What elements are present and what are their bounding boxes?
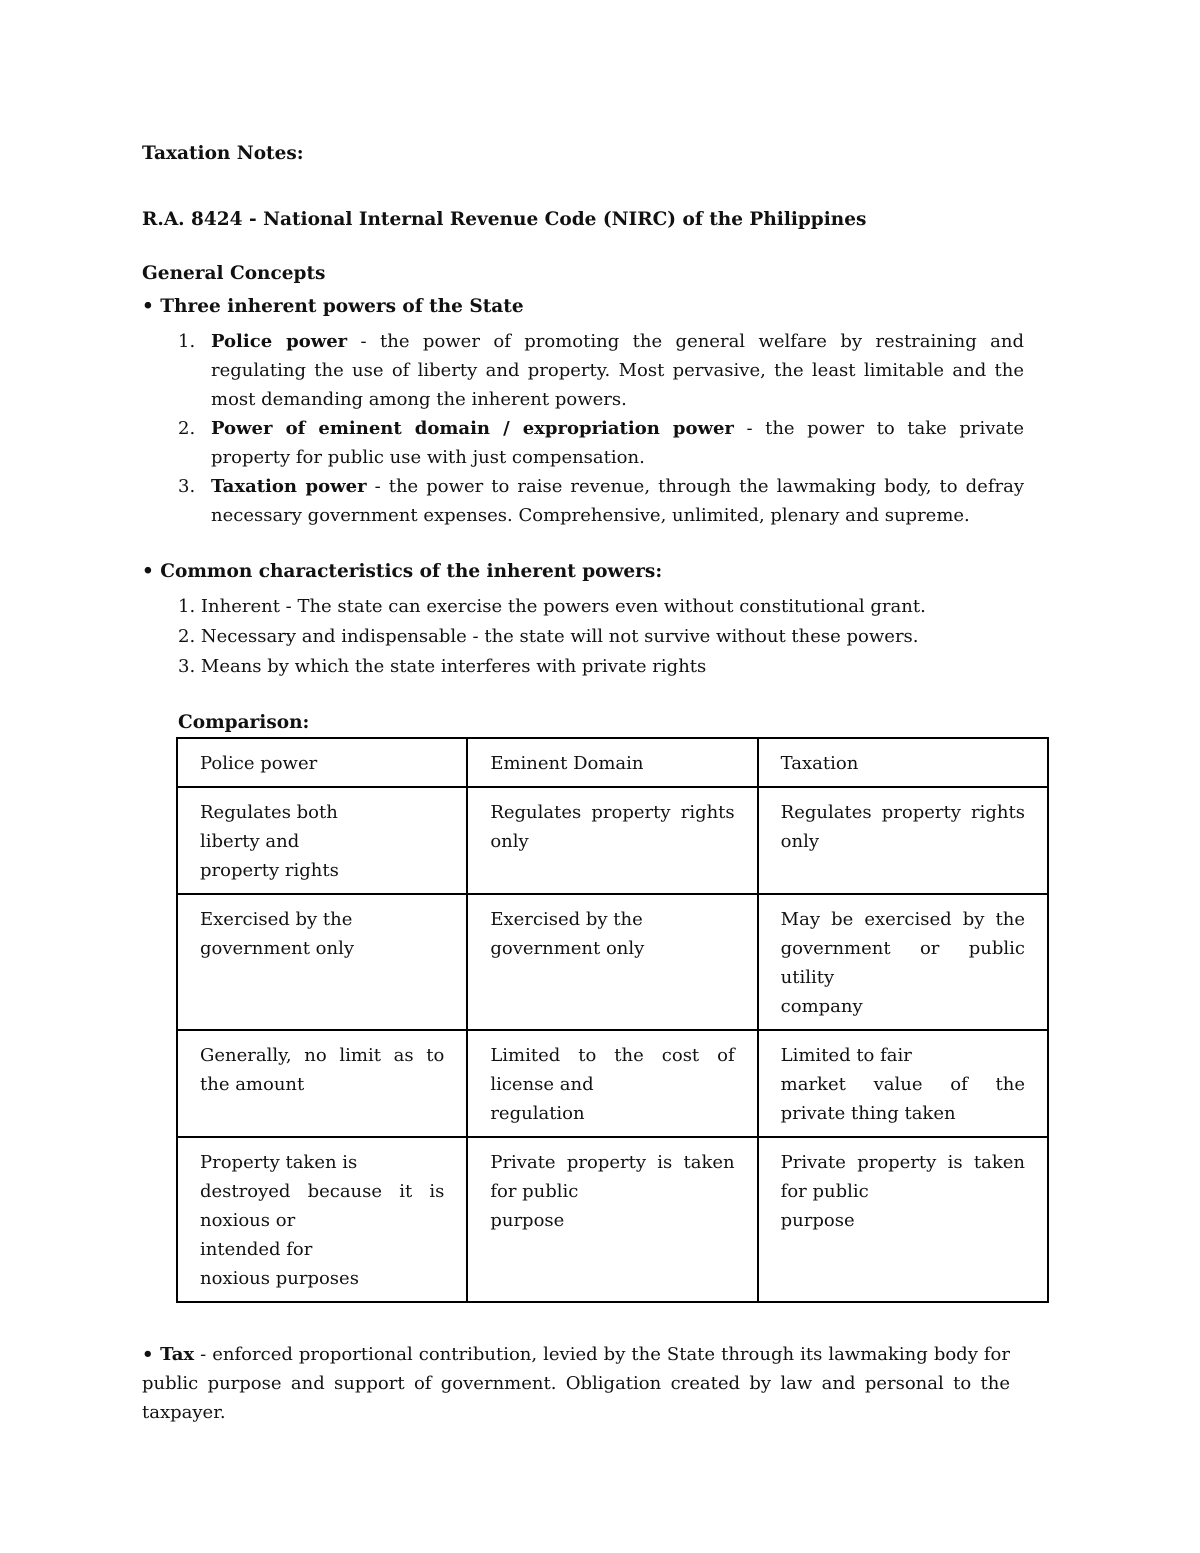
cell-line: property rights bbox=[200, 860, 339, 881]
cell-line: Private property is taken for public bbox=[780, 1152, 1025, 1202]
list-item: 2. Necessary and indispensable - the state will not survive without these powers. bbox=[178, 626, 919, 647]
law-heading: R.A. 8424 - National Internal Revenue Code (NIRC) of the Philippines bbox=[142, 209, 867, 230]
table-cell bbox=[467, 894, 757, 1030]
tax-text: - enforced proportional contribution, levied by the State through its lawmaking body for public purpose and support of government. Obligation created by law and personal to the taxpayer. bbox=[142, 1344, 1010, 1423]
cell-line: noxious purposes bbox=[200, 1268, 359, 1289]
table-cell bbox=[467, 787, 757, 894]
cell-line: government only bbox=[200, 938, 355, 959]
header-cell: Police power bbox=[177, 738, 467, 787]
cell-line: purpose bbox=[490, 1210, 565, 1231]
table-cell bbox=[467, 1137, 757, 1302]
cell-line: company bbox=[780, 996, 863, 1017]
list-item bbox=[178, 472, 1024, 530]
table-cell bbox=[177, 1137, 467, 1302]
table-cell bbox=[177, 1030, 467, 1137]
tax-term: Tax bbox=[160, 1344, 195, 1365]
cell-line: Limited to fair bbox=[780, 1045, 912, 1066]
item-text: - the power of promoting the general welfare by restraining and regulating the use of liberty and property. Most pervasive, the least limitable and the most demanding among the inherent powers. bbox=[211, 331, 1024, 410]
table-cell bbox=[467, 1030, 757, 1137]
cell-line: market value of the private thing taken bbox=[780, 1074, 1025, 1124]
tax-definition bbox=[142, 1340, 1010, 1427]
cell-line: Exercised by the bbox=[200, 909, 353, 930]
cell-line: Regulates property rights only bbox=[780, 802, 1025, 852]
cell-line: Property taken is bbox=[200, 1152, 358, 1173]
item-term: Power of eminent domain / expropriation power bbox=[211, 418, 734, 439]
list-item: 1. Inherent - The state can exercise the powers even without constitutional grant. bbox=[178, 596, 926, 617]
header-cell: Eminent Domain bbox=[467, 738, 757, 787]
cell-line: Generally, no limit as to the amount bbox=[200, 1045, 445, 1095]
table-row bbox=[177, 1137, 1048, 1302]
item-term: Police power bbox=[211, 331, 348, 352]
cell-line: intended for bbox=[200, 1239, 313, 1260]
characteristics-list bbox=[178, 592, 1038, 682]
cell-line: liberty and bbox=[200, 831, 300, 852]
list-item: 3. Means by which the state interferes with private rights bbox=[178, 656, 707, 677]
table-row bbox=[177, 1030, 1048, 1137]
item-term: Taxation power bbox=[211, 476, 367, 497]
table-cell bbox=[177, 894, 467, 1030]
item-text: - the power to take private property for public use with just compensation. bbox=[211, 418, 1024, 468]
cell-line: purpose bbox=[780, 1210, 855, 1231]
cell-line: Limited to the cost of license and bbox=[490, 1045, 735, 1095]
section-heading: General Concepts bbox=[142, 263, 326, 284]
table-row bbox=[177, 894, 1048, 1030]
table-cell bbox=[758, 1030, 1048, 1137]
cell-line: Private property is taken for public bbox=[490, 1152, 735, 1202]
table-cell bbox=[758, 787, 1048, 894]
comparison-table bbox=[176, 737, 1049, 1303]
cell-line: regulation bbox=[490, 1103, 585, 1124]
list-item bbox=[178, 327, 1024, 414]
table-cell bbox=[758, 894, 1048, 1030]
cell-line: government only bbox=[490, 938, 645, 959]
table-cell bbox=[177, 787, 467, 894]
tax-bullet: • bbox=[142, 1344, 161, 1365]
cell-line: Regulates property rights only bbox=[490, 802, 735, 852]
header-cell: Taxation bbox=[758, 738, 1048, 787]
comparison-label: Comparison: bbox=[178, 712, 310, 733]
powers-heading: • Three inherent powers of the State bbox=[142, 296, 524, 317]
document-title: Taxation Notes: bbox=[142, 143, 304, 164]
item-number: 1. bbox=[178, 331, 196, 352]
list-item bbox=[178, 414, 1024, 472]
powers-list bbox=[178, 327, 1024, 530]
cell-line: destroyed because it is noxious or bbox=[200, 1181, 445, 1231]
table-cell bbox=[758, 1137, 1048, 1302]
characteristics-heading: • Common characteristics of the inherent powers: bbox=[142, 561, 663, 582]
cell-line: Exercised by the bbox=[490, 909, 643, 930]
table-header-row bbox=[177, 738, 1048, 787]
item-text: - the power to raise revenue, through the lawmaking body, to defray necessary government expenses. Comprehensive, unlimited, plenary and supreme. bbox=[211, 476, 1024, 526]
cell-line: May be exercised by the government or public utility bbox=[780, 909, 1025, 988]
cell-line: Regulates both bbox=[200, 802, 338, 823]
item-number: 2. bbox=[178, 418, 196, 439]
item-number: 3. bbox=[178, 476, 196, 497]
table-row bbox=[177, 787, 1048, 894]
